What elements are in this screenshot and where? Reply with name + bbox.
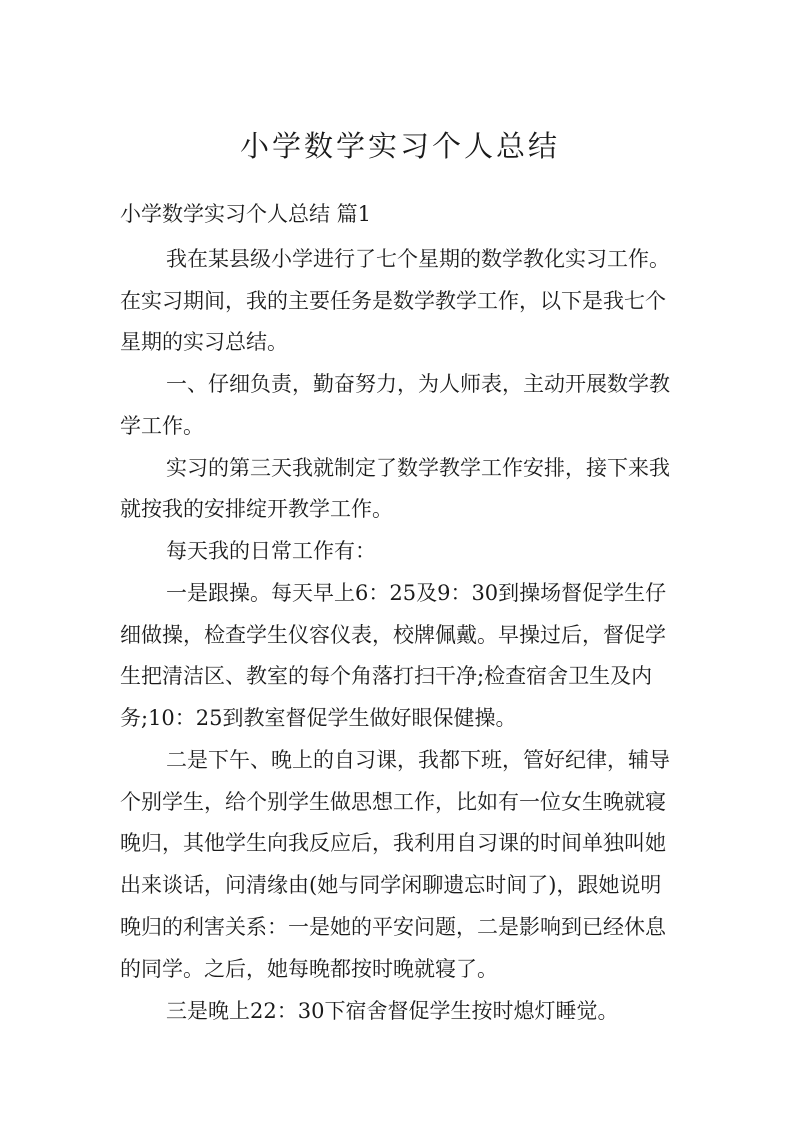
document-title: 小学数学实习个人总结 <box>239 129 560 163</box>
paragraph-line: 实习的第三天我就制定了数学教学工作安排，接下来我 <box>166 456 670 480</box>
document-subtitle: 小学数学实习个人总结 篇1 <box>120 202 372 226</box>
paragraph-line: 每天我的日常工作有： <box>166 539 376 563</box>
paragraph-line: 一是跟操。每天早上6：25及9：30到操场督促学生仔 <box>166 581 667 605</box>
paragraph-line: 星期的实习总结。 <box>120 330 288 354</box>
paragraph-line: 生把清洁区、教室的每个角落打扫干净;检查宿舍卫生及内 <box>120 664 653 688</box>
paragraph-line: 出来谈话，问清缘由(她与同学闲聊遗忘时间了)，跟她说明 <box>120 873 662 897</box>
paragraph-line: 细做操，检查学生仪容仪表，校牌佩戴。早操过后，督促学 <box>120 623 666 647</box>
paragraph-line: 在实习期间，我的主要任务是数学教学工作，以下是我七个 <box>120 289 666 313</box>
paragraph-line: 三是晚上22：30下宿舍督促学生按时熄灯睡觉。 <box>166 999 619 1023</box>
paragraph-line: 晚归的利害关系：一是她的平安问题，二是影响到已经休息 <box>120 915 666 939</box>
paragraph-line: 学工作。 <box>120 414 204 438</box>
paragraph-line: 个别学生，给个别学生做思想工作，比如有一位女生晚就寝 <box>120 790 666 814</box>
paragraph-line: 一、仔细负责，勤奋努力，为人师表，主动开展数学教 <box>166 372 670 396</box>
paragraph-line: 务;10：25到教室督促学生做好眼保健操。 <box>120 706 517 730</box>
paragraph-line: 二是下午、晚上的自习课，我都下班，管好纪律，辅导 <box>166 748 670 772</box>
paragraph-line: 的同学。之后，她每晚都按时晚就寝了。 <box>120 957 498 981</box>
paragraph-line: 我在某县级小学进行了七个星期的数学教化实习工作。 <box>166 247 670 271</box>
paragraph-line: 就按我的安排绽开教学工作。 <box>120 497 393 521</box>
paragraph-line: 晚归，其他学生向我反应后，我利用自习课的时间单独叫她 <box>120 831 666 855</box>
